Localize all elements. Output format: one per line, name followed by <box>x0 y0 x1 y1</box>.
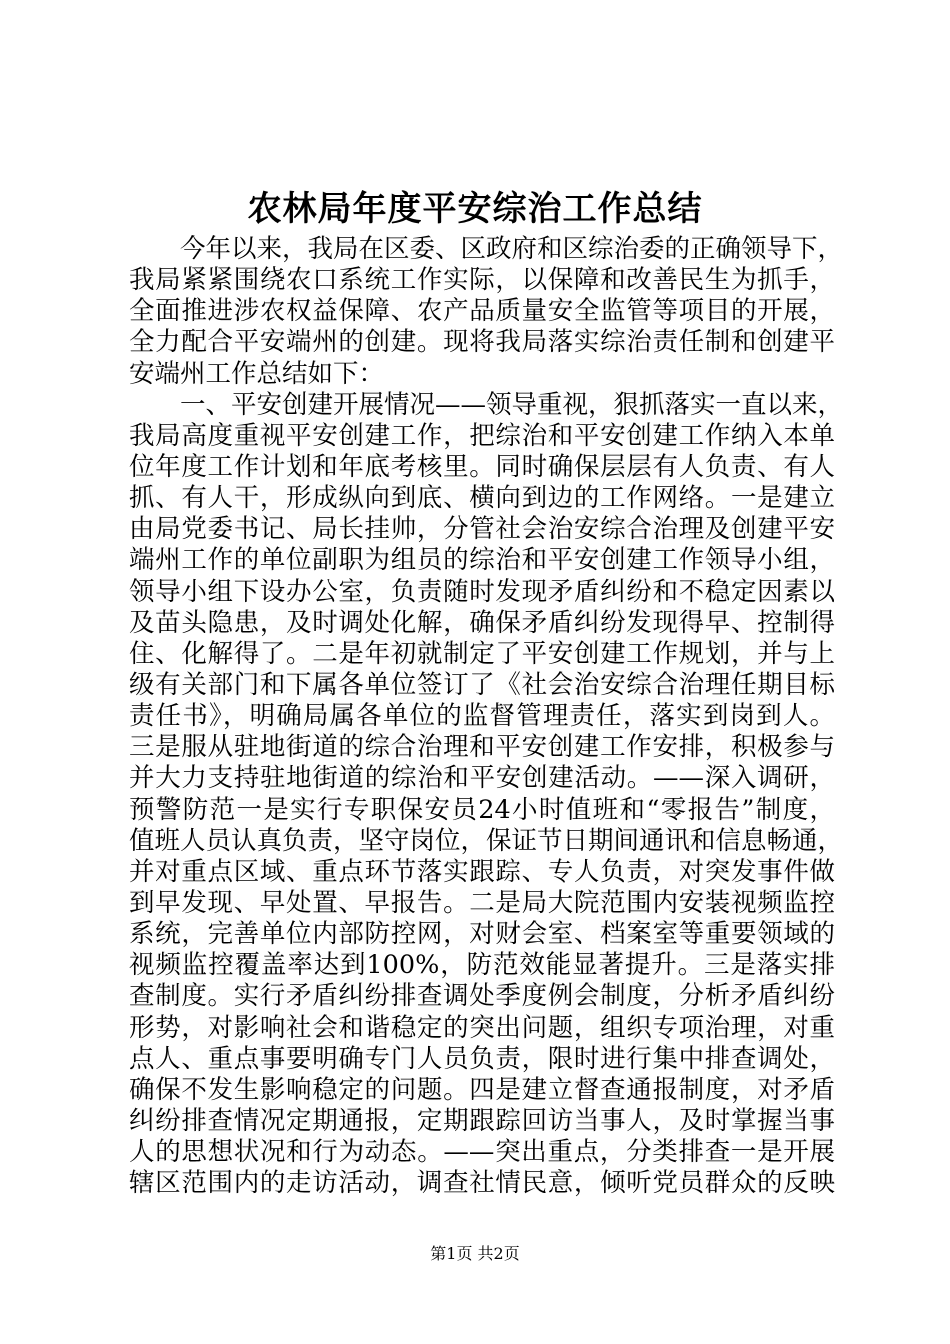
body-line: 级有关部门和下属各单位签订了《社会治安综合治理任期目标 <box>129 669 835 700</box>
body-line: 领导小组下设办公室，负责随时发现矛盾纠纷和不稳定因素以 <box>129 576 835 607</box>
body-line: 预警防范一是实行专职保安员24小时值班和“零报告”制度， <box>129 794 835 825</box>
document-body <box>129 234 844 1199</box>
body-line: 全面推进涉农权益保障、农产品质量安全监管等项目的开展， <box>129 296 835 327</box>
body-line: 位年度工作计划和年底考核里。同时确保层层有人负责、有人 <box>129 451 835 482</box>
body-line: 我局高度重视平安创建工作，把综治和平安创建工作纳入本单 <box>129 420 835 451</box>
body-line: 纠纷排查情况定期通报，定期跟踪回访当事人，及时掌握当事 <box>129 1105 835 1136</box>
body-line: 我局紧紧围绕农口系统工作实际，以保障和改善民生为抓手， <box>129 265 835 296</box>
body-line: 一、平安创建开展情况——领导重视，狠抓落实一直以来， <box>129 389 844 420</box>
body-line: 值班人员认真负责，坚守岗位，保证节日期间通讯和信息畅通， <box>129 825 844 856</box>
body-line: 系统，完善单位内部防控网，对财会室、档案室等重要领域的 <box>129 919 835 950</box>
body-line: 责任书》，明确局属各单位的监督管理责任，落实到岗到人。 <box>129 701 835 732</box>
body-line: 确保不发生影响稳定的问题。四是建立督查通报制度，对矛盾 <box>129 1074 835 1105</box>
body-line: 人的思想状况和行为动态。——突出重点，分类排查一是开展 <box>129 1137 835 1168</box>
body-line: 及苗头隐患，及时调处化解，确保矛盾纠纷发现得早、控制得 <box>129 607 835 638</box>
body-line: 全力配合平安端州的创建。现将我局落实综治责任制和创建平 <box>129 327 835 358</box>
body-line: 视频监控覆盖率达到100%，防范效能显著提升。三是落实排 <box>129 950 835 981</box>
body-line: 安端州工作总结如下： <box>129 358 385 389</box>
body-line: 抓、有人干，形成纵向到底、横向到边的工作网络。一是建立 <box>129 483 835 514</box>
body-line: 辖区范围内的走访活动，调查社情民意，倾听党员群众的反映 <box>129 1168 835 1199</box>
body-line: 端州工作的单位副职为组员的综治和平安创建工作领导小组， <box>129 545 835 576</box>
body-line: 并对重点区域、重点环节落实跟踪、专人负责，对突发事件做 <box>129 856 835 887</box>
body-line: 到早发现、早处置、早报告。二是局大院范围内安装视频监控 <box>129 887 835 918</box>
document-title: 农林局年度平安综治工作总结 <box>247 189 703 229</box>
body-line: 今年以来，我局在区委、区政府和区综治委的正确领导下， <box>129 234 844 264</box>
body-line: 并大力支持驻地街道的综治和平安创建活动。——深入调研， <box>129 763 835 794</box>
page-number-footer: 第1页 共2页 <box>430 1244 520 1263</box>
body-line: 形势，对影响社会和谐稳定的突出问题，组织专项治理，对重 <box>129 1012 835 1043</box>
body-line: 点人、重点事要明确专门人员负责，限时进行集中排查调处， <box>129 1043 835 1074</box>
body-line: 三是服从驻地街道的综合治理和平安创建工作安排，积极参与 <box>129 732 835 763</box>
body-line: 住、化解得了。二是年初就制定了平安创建工作规划，并与上 <box>129 638 835 669</box>
body-line: 由局党委书记、局长挂帅，分管社会治安综合治理及创建平安 <box>129 514 835 545</box>
body-line: 查制度。实行矛盾纠纷排查调处季度例会制度，分析矛盾纠纷 <box>129 981 835 1012</box>
